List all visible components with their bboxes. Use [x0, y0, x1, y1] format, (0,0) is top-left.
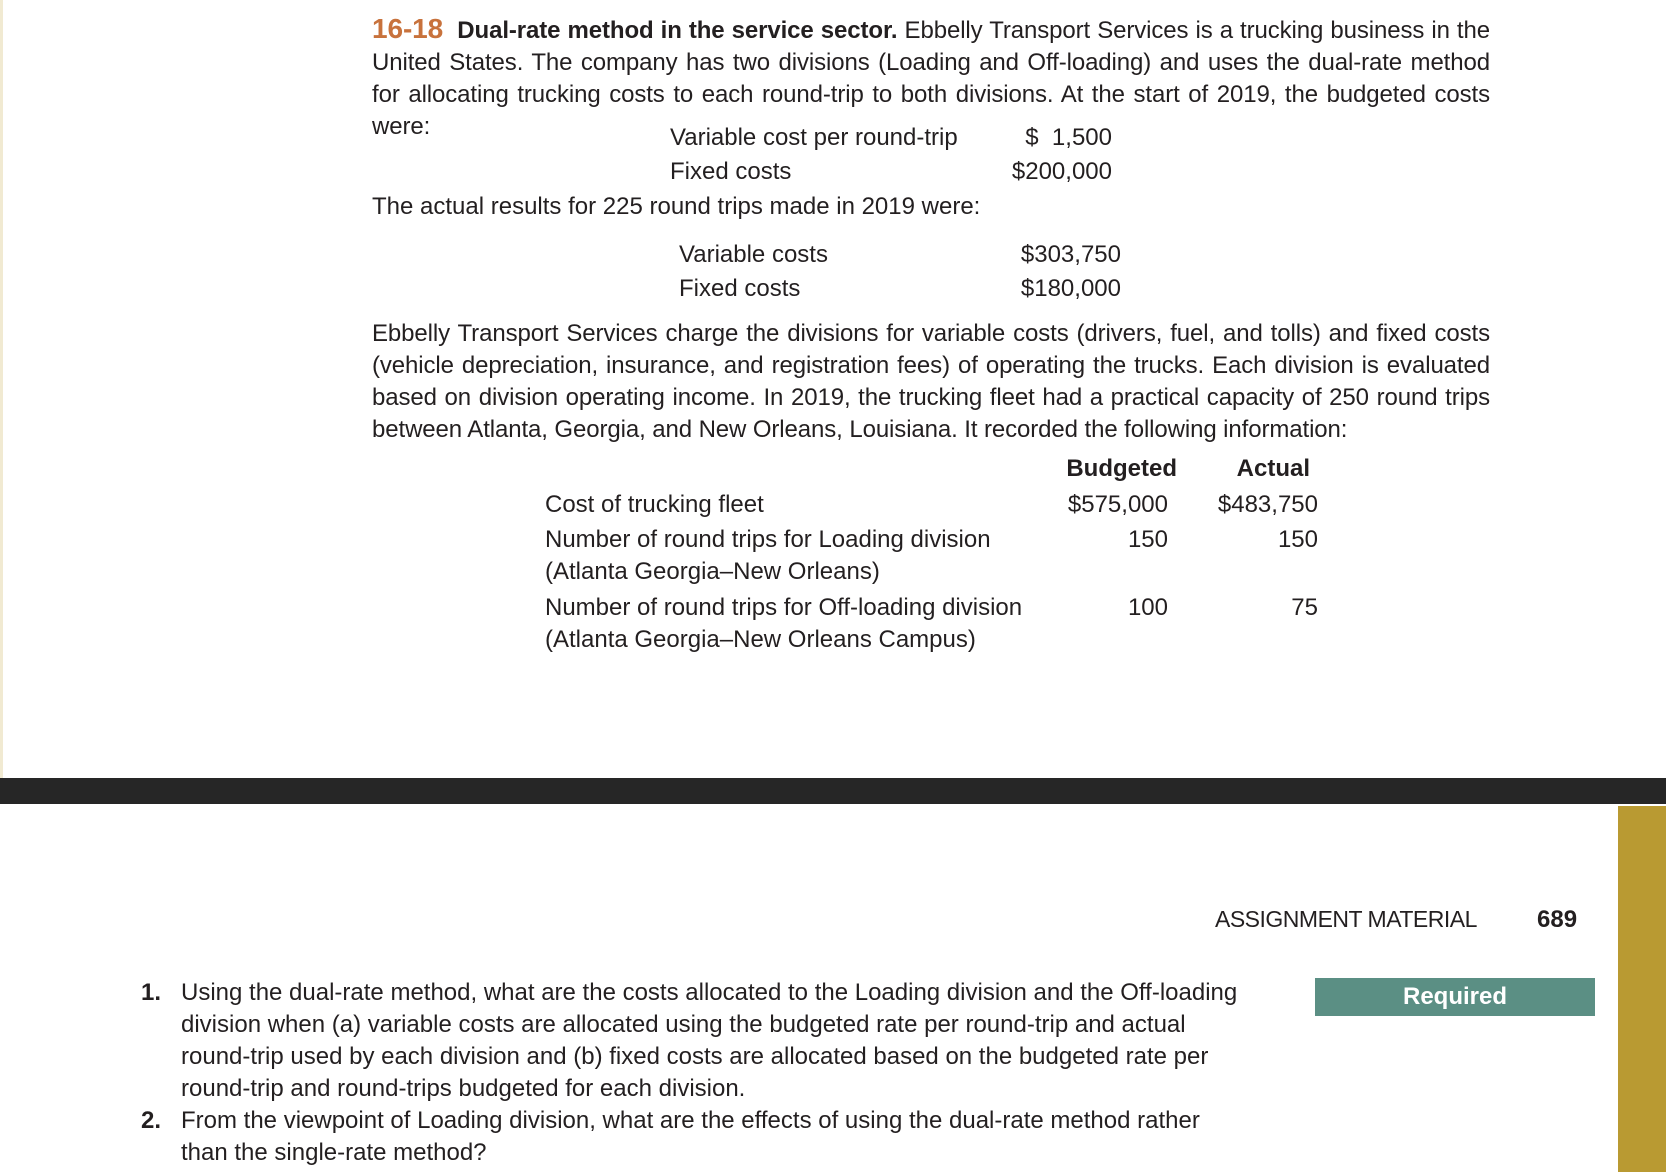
- problem-intro-text: Ebbelly Transport Services is a trucking business in the United States. The company has two divisions (Loading and Off-loading) and uses the dual-rate method for allocating trucking costs to each round-trip to both divisions. At the start of 2019, the budgeted costs were:: [372, 17, 1490, 140]
- table-cell-actual: 150: [1277, 526, 1318, 553]
- table-row-label: Number of round trips for Off-loading division: [545, 594, 1023, 621]
- question-number: 1.: [141, 979, 162, 1006]
- table-cell-actual: $483,750: [1217, 491, 1318, 518]
- table-header-actual: Actual: [1236, 455, 1310, 482]
- table-row-label: Cost of trucking fleet: [545, 491, 764, 518]
- table-row-sublabel: (Atlanta Georgia–New Orleans Campus): [545, 626, 976, 653]
- table-cell-budgeted: 150: [1127, 526, 1168, 553]
- actual-results-intro: The actual results for 225 round trips made in 2019 were:: [372, 193, 981, 220]
- table-cell-budgeted: $575,000: [1067, 491, 1168, 518]
- question-number: 2.: [141, 1107, 162, 1134]
- required-badge: Required: [1315, 978, 1595, 1016]
- question-text: Using the dual-rate method, what are the costs allocated to the Loading division and the Off-loading division when (a) variable costs are allocated using the budgeted rate per round-trip and actual round-trip used by each division and (b) fixed costs are allocated based on the budgeted rate per round-trip and round-trips budgeted for each division.: [181, 979, 1238, 1102]
- budgeted-variable-label: Variable cost per round-trip: [670, 124, 958, 151]
- actual-fixed-value: $180,000: [1020, 275, 1121, 302]
- actual-variable-value: $303,750: [1020, 241, 1121, 268]
- description-paragraph: Ebbelly Transport Services charge the divisions for variable costs (drivers, fuel, and tolls) and fixed costs (vehicle depreciation, insurance, and registration fees) of operating the trucks. Each division is evaluated based on division operating income. In 2019, the trucking fleet had a practical capacity of 250 round trips between Atlanta, Georgia, and New Orleans, Louisiana. It recorded the following information:: [372, 320, 1490, 443]
- page-number: 689: [1537, 906, 1578, 933]
- question-text: From the viewpoint of Loading division, what are the effects of using the dual-rate method rather than the single-rate method?: [181, 1107, 1200, 1166]
- budgeted-fixed-label: Fixed costs: [670, 158, 792, 185]
- page-divider: [0, 778, 1666, 804]
- problem-number: 16-18: [372, 13, 444, 44]
- problem-title: Dual-rate method in the service sector.: [457, 17, 898, 44]
- running-head-section: ASSIGNMENT MATERIAL: [1215, 906, 1477, 932]
- table-row-label: Number of round trips for Loading division: [545, 526, 991, 553]
- budgeted-fixed-value: $200,000: [1011, 158, 1112, 185]
- table-row-sublabel: (Atlanta Georgia–New Orleans): [545, 558, 880, 585]
- table-header-budgeted: Budgeted: [1066, 455, 1177, 482]
- actual-variable-label: Variable costs: [679, 241, 828, 268]
- table-cell-actual: 75: [1291, 594, 1318, 621]
- table-cell-budgeted: 100: [1127, 594, 1168, 621]
- page-edge-gold-strip: [1618, 806, 1666, 1172]
- budgeted-variable-value: $ 1,500: [1025, 124, 1112, 151]
- actual-fixed-label: Fixed costs: [679, 275, 801, 302]
